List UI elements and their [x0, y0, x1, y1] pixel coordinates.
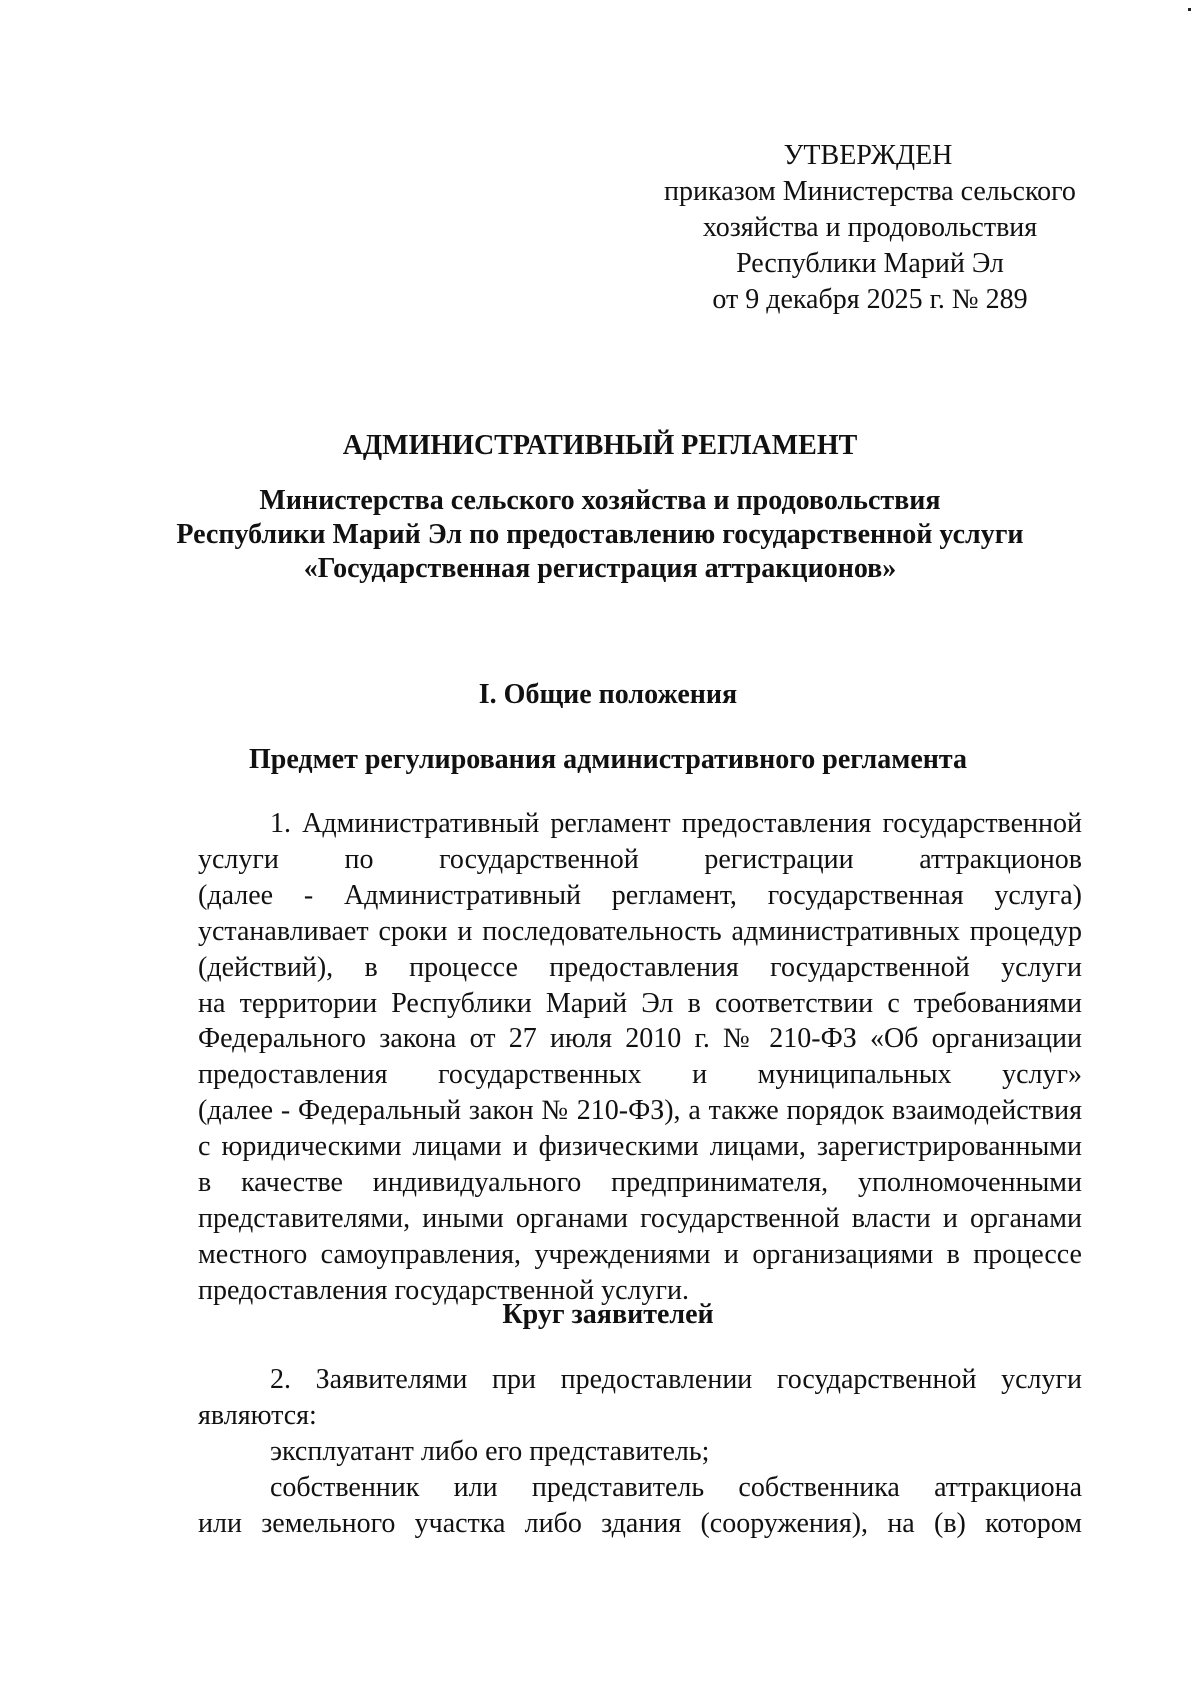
scan-mark [1188, 8, 1191, 11]
paragraph-line: услуги по государственной регистрации аттракционов [198, 843, 1082, 875]
section-heading-general: I. Общие положения [478, 679, 738, 710]
section-heading-applicants: Круг заявителей [502, 1299, 714, 1330]
subtitle-line: «Государственная регистрация аттракционов» [303, 553, 897, 584]
paragraph-line: в качестве индивидуального предпринимателя, уполномоченными [198, 1167, 1082, 1199]
paragraph-line: местного самоуправления, учреждениями и организациями в процессе [198, 1238, 1082, 1270]
approval-stamp-heading: УТВЕРЖДЕН [783, 140, 953, 171]
subtitle-line: Министерства сельского хозяйства и продовольствия [259, 485, 941, 516]
document-title: АДМИНИСТРАТИВНЫЙ РЕГЛАМЕНТ [342, 430, 858, 461]
paragraph-line: (далее - Федеральный закон № 210-ФЗ), а также порядок взаимодействия [198, 1095, 1082, 1127]
paragraph-line: предоставления государственной услуги. [198, 1274, 689, 1306]
approval-line: от 9 декабря 2025 г. № 289 [712, 284, 1028, 315]
paragraph-1 [198, 806, 1082, 1309]
paragraph-line: устанавливает сроки и последовательность административных процедур [198, 915, 1082, 947]
paragraph-line: предоставления государственных и муниципальных услуг» [198, 1059, 1082, 1091]
approval-line: хозяйства и продовольствия [702, 212, 1038, 243]
section-heading-subject: Предмет регулирования административного регламента [249, 744, 967, 775]
paragraph-line: 2. Заявителями при предоставлении государственной услуги [270, 1364, 1082, 1395]
subtitle-line: Республики Марий Эл по предоставлению государственной услуги [176, 519, 1024, 550]
paragraph-line: с юридическими лицами и физическими лицами, зарегистрированными [198, 1131, 1082, 1163]
paragraph-line: (действий), в процессе предоставления государственной услуги [198, 951, 1082, 983]
paragraph-line: являются: [198, 1399, 317, 1431]
approval-block [640, 138, 1100, 318]
paragraph-line: представителями, иными органами государственной власти и органами [198, 1202, 1082, 1234]
paragraph-line: на территории Республики Марий Эл в соответствии с требованиями [198, 987, 1082, 1019]
paragraph-line: Федерального закона от 27 июля 2010 г. № 210-ФЗ «Об организации [198, 1023, 1082, 1055]
paragraph-line: 1. Административный регламент предоставления государственной [270, 808, 1082, 839]
approval-line: приказом Министерства сельского [664, 176, 1076, 207]
document-subtitle [0, 484, 1200, 586]
paragraph-line: (далее - Административный регламент, государственная услуга) [198, 879, 1082, 911]
paragraph-line: эксплуатант либо его представитель; [270, 1435, 710, 1467]
approval-line: Республики Марий Эл [736, 248, 1004, 279]
paragraph-2 [198, 1362, 1082, 1542]
paragraph-line: собственник или представитель собственника аттракциона [270, 1471, 1082, 1503]
paragraph-line: или земельного участка либо здания (сооружения), на (в) котором [198, 1507, 1082, 1539]
